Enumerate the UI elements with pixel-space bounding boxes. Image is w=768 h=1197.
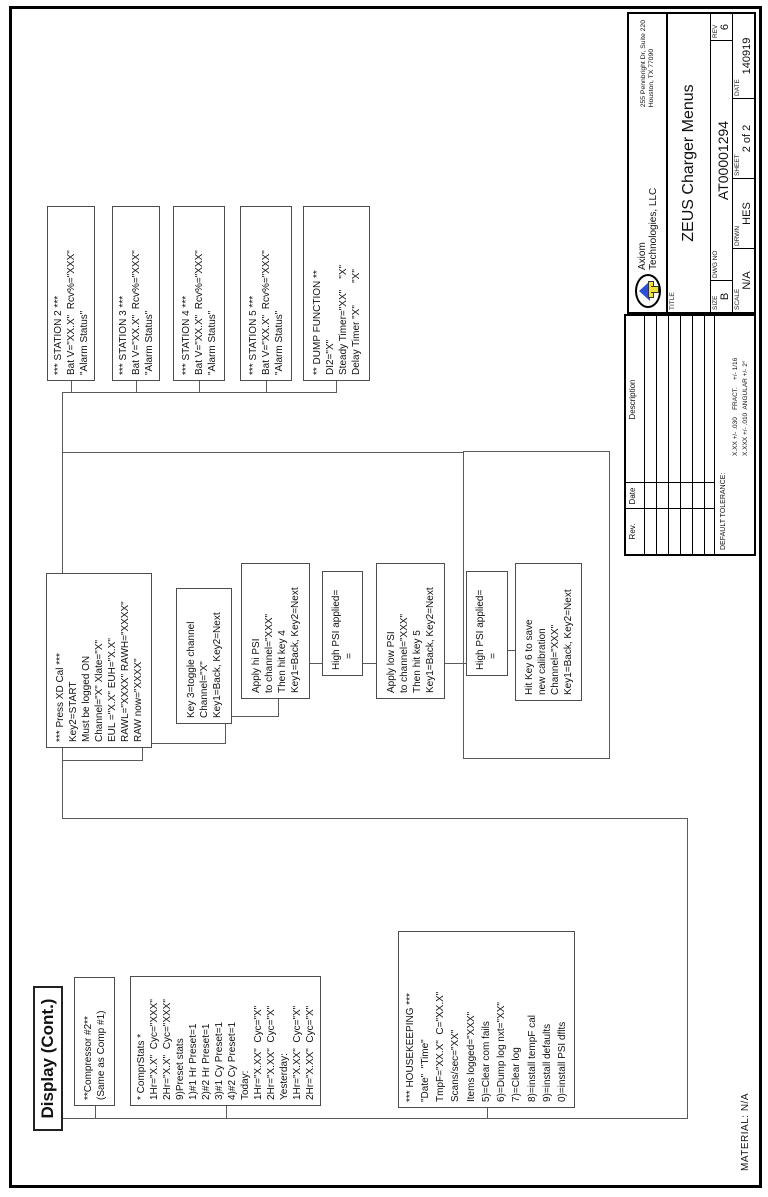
table-line [714, 316, 715, 554]
table-line [680, 316, 681, 554]
connector [310, 663, 322, 664]
flow-box-high-psi-applied-2: High PSI applied= = [466, 571, 508, 676]
connector-stub [487, 1107, 488, 1119]
company-name-line2: Technologies, LLC [647, 187, 659, 270]
table-line [626, 482, 714, 483]
scale-label: SCALE [734, 288, 741, 310]
size-value: B [719, 292, 731, 301]
flow-box-dump-function: ** DUMP FUNCTION ** DI2="X" Steady Timer="XX" "X" Delay Timer "X" "X" [303, 206, 370, 381]
title-row [668, 14, 711, 312]
drwn-cell [733, 179, 754, 249]
table-line [704, 316, 705, 554]
flow-box-station-2: *** STATION 2 *** Bat V="XX.X" Rcv%="XXX" "Alarm Status" [47, 206, 95, 381]
page-title: Display (Cont.) [33, 986, 63, 1131]
material-label: MATERIAL: N/A [740, 1093, 751, 1171]
drwn-value: HES [741, 202, 753, 225]
rev-col-header: Rev. [628, 523, 637, 540]
dwg-no-label: DWG NO [712, 250, 719, 278]
title-label: TITLE [669, 292, 676, 310]
connector-stub [95, 1105, 96, 1119]
table-line [644, 316, 645, 554]
connector-elbow [225, 723, 226, 744]
dwg-no-value: AT00001294 [715, 120, 731, 201]
drawing-title: ZEUS Charger Menus [680, 84, 697, 242]
sheet-cell [733, 99, 754, 179]
connector-stub [336, 380, 337, 393]
table-line [656, 316, 657, 554]
axiom-logo-icon [635, 274, 661, 308]
flow-box-key3-toggle: Key 3=toggle channel Channel="X" Key1=Back, Key2=Next [176, 588, 232, 724]
default-tolerance-label: DEFAULT TOLERANCE: [720, 472, 727, 550]
date-cell [733, 14, 754, 99]
flow-box-apply-hi-psi: Apply hi PSI to channel="XXX" Then hit key 4 Key1=Back, Key2=Next [241, 563, 310, 699]
connector-stub [199, 380, 200, 393]
size-label: SIZE [712, 295, 719, 310]
logo-t-stem-icon [651, 286, 659, 293]
company-name-line1: Axiom [636, 242, 648, 270]
sheet-label: SHEET [734, 154, 741, 176]
scale-value: N/A [741, 271, 753, 290]
connector-bottom [687, 818, 688, 1119]
scale-drwn-sheet-date-row [733, 14, 754, 312]
revision-table [624, 314, 756, 556]
flow-box-station-3: *** STATION 3 *** Bat V="XX.X" Rcv%="XXX" "Alarm Status" [112, 206, 160, 381]
flow-box-apply-low-psi: Apply low PSI to channel="XXX" Then hit key 5 Key1=Back, Key2=Next [376, 563, 445, 699]
date-label: DATE [734, 79, 741, 96]
date-col-header: Date [628, 487, 637, 505]
description-col-header: Description [628, 379, 637, 420]
size-cell [711, 281, 732, 312]
connector [445, 663, 466, 664]
connector-riser [62, 818, 687, 819]
scale-cell [733, 249, 754, 312]
rev-value: 6 [719, 23, 731, 31]
flow-box-station-4: *** STATION 4 *** Bat V="XX.X" Rcv%="XXX" "Alarm Status" [173, 206, 225, 381]
flow-box-xd-cal: *** Press XD Cal *** Key2=START Must be logged ON Channel="X" Xlate="X" EUL ="X.X" EUH="X.X" RAWL="XXXX" RAWH="XXXX" RAW now="XXXX" [46, 573, 152, 748]
flow-box-comprstats: * ComprStats * 1Hr="X.X" Cyc="XXX" 2Hr="X.X" Cyc="XXX" 9)Preset stats 1)#1 Hr Preset=1 2)#2 Hr Preset=1 3)#1 Cy Preset=1 4)#2 Cy Preset=1 Today: 1Hr="X.XX" Cyc="X" 2Hr="X.XX" Cyc="X" Yesterday: 1Hr="X.XX" Cyc="X" 2Hr="X.XX" Cyc="X" [130, 976, 321, 1106]
connector-stub [142, 747, 143, 761]
rev-label: REV [712, 24, 719, 38]
flow-box-housekeeping: *** HOUSEKEEPING *** "Date" "Time" TmpF="XX.X" C="XX.X" Scans/sec="XX" Items logged="XXX" 5)=Clear com fails 6)=Dump log nxt="XX" 7)=Clear log 8)=install tempF cal 9)=install defaults 0)=install PSI dflts [398, 931, 575, 1108]
date-value: 140919 [741, 37, 753, 75]
flow-box-high-psi-applied-1: High PSI applied= = [322, 571, 363, 676]
flow-box-hit-key6-save: Hit Key 6 to save new calibration Channel="XXX" Key1=Back, Key2=Next [515, 563, 582, 701]
connector-stub [71, 380, 72, 393]
rev-cell [711, 14, 732, 41]
connector-left-trunk [62, 1118, 687, 1119]
table-line [692, 316, 693, 554]
connector-stub [226, 1105, 227, 1119]
company-address-line1: 255 Pennbright Dr, Suite 220 [639, 20, 647, 108]
connector-elbow [278, 698, 279, 717]
connector-elbow [232, 716, 278, 717]
title-block [627, 12, 756, 314]
connector-cal-drop [62, 760, 142, 761]
connector [508, 650, 515, 651]
company-address-line2: Houston, TX 77090 [647, 48, 655, 108]
drwn-label: DRWN [734, 225, 741, 246]
tolerance-line-2: X.XXX +/- .010 ANGULAR +/- 2° [742, 360, 749, 456]
table-line [626, 508, 714, 509]
size-dwgno-rev-row [711, 14, 733, 312]
dwg-no-cell [711, 41, 732, 281]
flow-box-compressor2: **Compressor #2** (Same as Comp #1) [74, 977, 115, 1106]
table-line [668, 316, 669, 554]
connector [363, 663, 376, 664]
sheet-value: 2 of 2 [741, 124, 753, 153]
title-block-company-row [629, 14, 668, 312]
flow-box-station-5: *** STATION 5 *** Bat V="XX.X" Rcv%="XXX" "Alarm Status" [240, 206, 292, 381]
connector-right-drop [62, 452, 463, 453]
tolerance-line-1: X.XX +/- .030 FRACT. +/- 1/16 [732, 357, 739, 456]
connector-elbow [152, 743, 225, 744]
connector-stub [266, 380, 267, 393]
connector-stub [136, 380, 137, 393]
